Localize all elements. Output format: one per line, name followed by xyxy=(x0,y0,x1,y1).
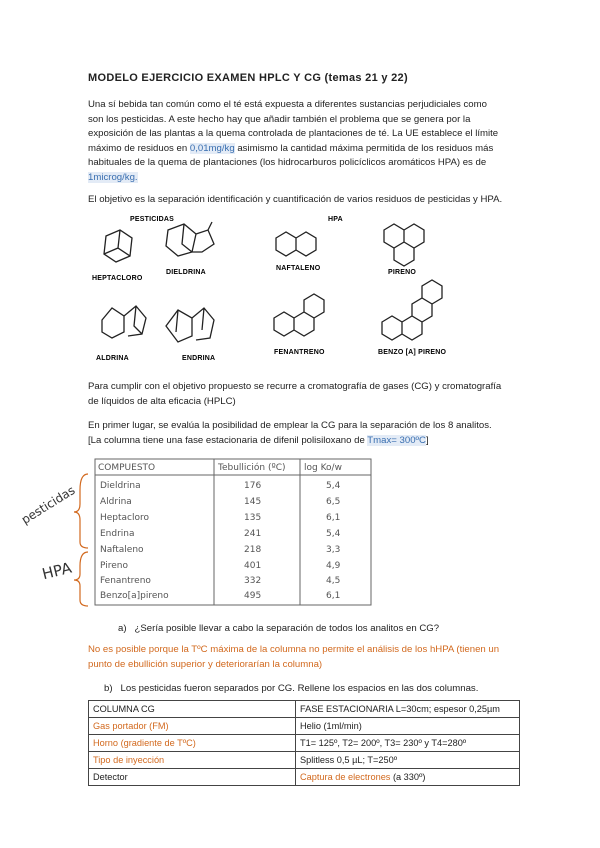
table-cell: T1= 125º, T2= 200º, T3= 230º y T4=280º xyxy=(296,735,520,752)
heptacloro-structure xyxy=(104,230,132,262)
aldrina-structure xyxy=(102,306,146,338)
table-cell: Aldrina xyxy=(100,497,132,507)
table-cell: 6,5 xyxy=(326,497,341,507)
answer-a xyxy=(88,643,528,672)
question-a-text: ¿Sería posible llevar a cabo la separación de todos los analitos en CG? xyxy=(134,623,440,634)
methods-line: de líquidos de alta eficacia (HPLC) xyxy=(88,395,236,407)
cg-paragraph xyxy=(88,419,538,448)
table-cell: 495 xyxy=(244,591,262,601)
page-title: MODELO EJERCICIO EXAMEN HPLC Y CG (temas 21 y 22) xyxy=(88,72,408,84)
answer-line: No es posible porque la TºC máxima de la columna no permite el análisis de los hHPA (tienen un xyxy=(88,644,500,655)
table-row xyxy=(89,701,520,718)
answer-line: punto de ebullición superior y deteriorarían la columna) xyxy=(88,658,323,670)
table-row xyxy=(89,718,520,735)
label-pireno: PIRENO xyxy=(388,269,417,276)
table-cell: 6,1 xyxy=(326,513,341,523)
table-cell: 6,1 xyxy=(326,591,341,601)
highlight-hpa-limit: 1microg/kg. xyxy=(88,171,138,183)
table-cell: 5,4 xyxy=(326,481,341,491)
fenantreno-structure xyxy=(274,294,324,336)
intro-line: Una sí bebida tan común como el té está expuesta a diferentes sustancias perjudiciales como xyxy=(88,99,487,110)
table-cell: Benzo[a]pireno xyxy=(100,591,169,601)
methods-line: Para cumplir con el objetivo propuesto se recurre a cromatografía de gases (CG) y cromatografía xyxy=(88,381,502,392)
table-cell: 3,3 xyxy=(326,545,341,555)
table-cell: COLUMNA CG xyxy=(89,701,296,718)
table-cell: Tipo de inyección xyxy=(89,752,296,769)
annotation-hpa: HPA xyxy=(40,558,74,584)
endrina-structure xyxy=(166,308,214,342)
table-cell: 332 xyxy=(244,576,262,586)
intro-line: son los pesticidas. A este hecho hay que añadir también el problema que se genera por la xyxy=(88,113,471,125)
highlight-tmax: Tmax= 300ºC xyxy=(367,434,426,446)
table-cell: Heptacloro xyxy=(100,513,150,523)
cg-line: [La columna tiene una fase estacionaria de difenil polisiloxano de Tmax= 300ºC] xyxy=(88,434,429,446)
question-b-text: Los pesticidas fueron separados por CG. Rellene los espacios en las dos columnas. xyxy=(120,683,479,694)
annotation-pesticidas: pesticidas xyxy=(18,483,78,527)
question-b-label: b) xyxy=(104,683,113,694)
table-cell: 241 xyxy=(244,529,262,539)
structures-figure xyxy=(88,208,448,368)
cg-line: En primer lugar, se evalúa la posibilidad de emplear la CG para la separación de los 8 analitos. xyxy=(88,420,492,431)
table-header: log Ko/w xyxy=(304,463,342,473)
intro-line: exposición de las plantas a la quema controlada de plantaciones de té. La UE establece el límite xyxy=(88,128,499,140)
table-cell: 176 xyxy=(244,481,262,491)
table-row xyxy=(89,735,520,752)
question-b xyxy=(104,682,534,697)
table-cell: Horno (gradiente de TºC) xyxy=(89,735,296,752)
table-cell: Pireno xyxy=(100,561,128,571)
table-header: Tebullición (ºC) xyxy=(218,463,286,473)
highlight-limit: 0,01mg/kg xyxy=(189,142,235,154)
table-cell: Fenantreno xyxy=(100,576,151,586)
table-cell: Gas portador (FM) xyxy=(89,718,296,735)
question-a xyxy=(118,622,548,637)
cg-conditions-table xyxy=(88,700,520,786)
table-row xyxy=(89,769,520,786)
benzopireno-structure xyxy=(382,280,442,340)
table-cell: Captura de electrones (a 330º) xyxy=(296,769,520,786)
hpa-heading: HPA xyxy=(328,216,343,223)
label-dieldrina: DIELDRINA xyxy=(166,269,206,276)
intro-line: máximo de residuos en 0,01mg/kg asimismo la cantidad máxima permitida de los residuos más xyxy=(88,142,494,154)
table-cell: 5,4 xyxy=(326,529,341,539)
table-cell: 4,5 xyxy=(326,576,341,586)
intro-line: habituales de la quema de plantaciones (los hidrocarburos policíclicos aromáticos HPA) es de xyxy=(88,157,487,169)
table-cell: Dieldrina xyxy=(100,481,141,491)
table-cell: Endrina xyxy=(100,529,135,539)
pesticidas-heading: PESTICIDAS xyxy=(130,216,175,223)
table-cell: Detector xyxy=(89,769,296,786)
table-cell: 145 xyxy=(244,497,262,507)
table-cell: FASE ESTACIONARIA L=30cm; espesor 0,25µm xyxy=(296,701,520,718)
table-cell: Naftaleno xyxy=(100,545,144,555)
intro-line xyxy=(88,171,518,186)
label-aldrina: ALDRINA xyxy=(96,355,129,362)
table-cell: 4,9 xyxy=(326,561,341,571)
table-cell: Splitless 0,5 µL; T=250º xyxy=(296,752,520,769)
dieldrina-structure xyxy=(166,222,214,256)
label-naftaleno: NAFTALENO xyxy=(276,265,321,272)
label-heptacloro: HEPTACLORO xyxy=(92,275,143,282)
label-endrina: ENDRINA xyxy=(182,355,216,362)
table-header: COMPUESTO xyxy=(98,463,156,473)
table-row xyxy=(89,752,520,769)
table-cell: 401 xyxy=(244,561,262,571)
intro-paragraph xyxy=(88,98,518,186)
objective-text: El objetivo es la separación identificación y cuantificación de varios residuos de pesticidas y HPA. xyxy=(88,194,503,205)
question-a-label: a) xyxy=(118,623,127,634)
label-benzopireno: BENZO [A] PIRENO xyxy=(378,349,447,356)
methods-paragraph xyxy=(88,380,538,409)
naftaleno-structure xyxy=(276,232,316,256)
table-cell: 218 xyxy=(244,545,262,555)
label-fenantreno: FENANTRENO xyxy=(274,349,325,356)
table-cell: Helio (1ml/min) xyxy=(296,718,520,735)
table-cell: 135 xyxy=(244,513,262,523)
compounds-table-sketch xyxy=(94,455,372,607)
pireno-structure xyxy=(384,224,424,266)
